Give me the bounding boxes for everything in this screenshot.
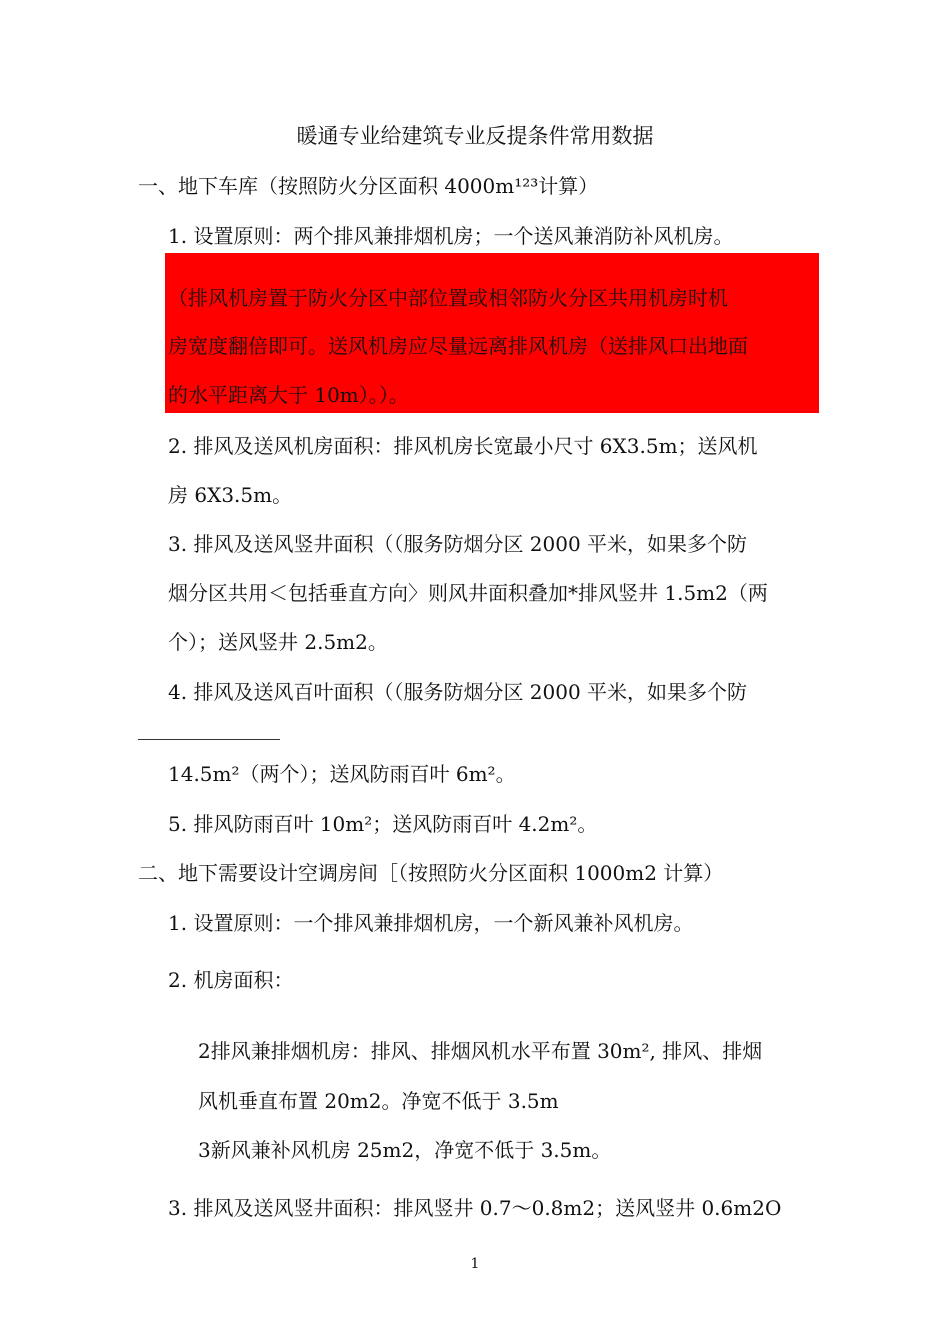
section1-item5: 5. 排风防雨百叶 10m²；送风防雨百叶 4.2m²。 [168, 812, 598, 836]
section1-item4-continued: 14.5m²（两个）；送风防雨百叶 6m²。 [168, 762, 516, 786]
section2-item3: 3. 排风及送风竖井面积：排风竖井 0.7〜0.8m2；送风竖井 0.6m2O [168, 1196, 782, 1220]
section2-sub-line-1: 2排风兼排烟机房：排风、排烟风机水平布置 30m², 排风、排烟 [198, 1039, 763, 1063]
section1-item4: 4. 排风及送风百叶面积（（服务防烟分区 2000 平米，如果多个防 [168, 680, 748, 704]
section1-item3-line1: 3. 排风及送风竖井面积（（服务防烟分区 2000 平米，如果多个防 [168, 532, 748, 556]
section2-sub-line-3: 3新风兼补风机房 25m2，净宽不低于 3.5m。 [198, 1138, 612, 1162]
page-number: 1 [470, 1256, 480, 1272]
section1-item3-line2: 烟分区共用＜包括垂直方向〉则风井面积叠加*排风竖井 1.5m2（两 [168, 581, 768, 605]
section2-item2: 2. 机房面积： [168, 968, 294, 992]
section1-item1: 1. 设置原则：两个排风兼排烟机房；一个送风兼消防补风机房。 [168, 224, 734, 248]
section1-item3-line3: 个）；送风竖井 2.5m2。 [168, 630, 388, 654]
section2-item1: 1. 设置原则：一个排风兼排烟机房，一个新风兼补风机房。 [168, 911, 694, 935]
section1-item2-line1: 2. 排风及送风机房面积：排风机房长宽最小尺寸 6X3.5m；送风机 [168, 434, 758, 458]
section2-heading: 二、地下需要设计空调房间［（按照防火分区面积 1000m2 计算） [138, 861, 724, 885]
note-line-1: （排风机房置于防火分区中部位置或相邻防火分区共用机房时机 [168, 286, 728, 310]
footnote-divider [138, 739, 280, 740]
note-line-3: 的水平距离大于 10m）。）。 [168, 383, 409, 407]
section2-sub-line-2: 风机垂直布置 20m2。净宽不低于 3.5m [198, 1089, 559, 1113]
note-line-2: 房宽度翻倍即可。送风机房应尽量远离排风机房（送排风口出地面 [168, 334, 748, 358]
section1-heading: 一、地下车库（按照防火分区面积 4000m¹²³计算） [138, 174, 599, 198]
page-title: 暖通专业给建筑专业反提条件常用数据 [296, 124, 654, 148]
section1-item2-line2: 房 6X3.5m。 [168, 483, 293, 507]
